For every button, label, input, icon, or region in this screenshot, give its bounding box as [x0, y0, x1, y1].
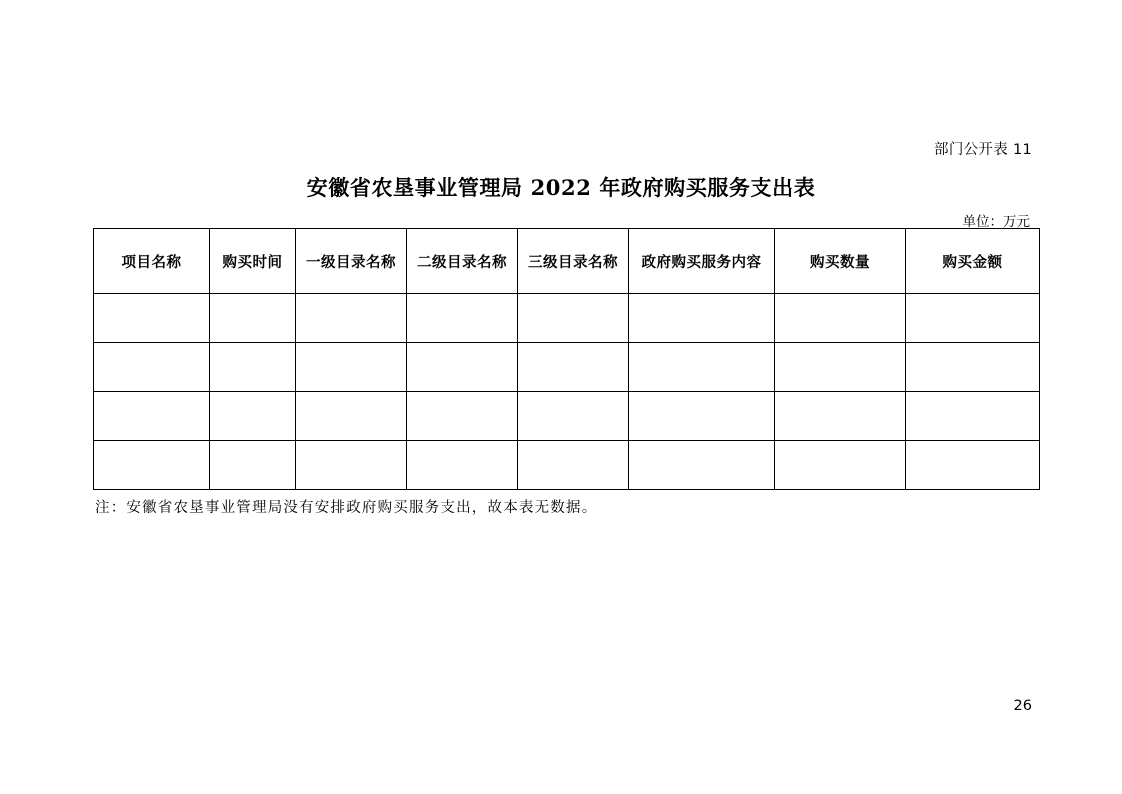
cell-service-content [629, 343, 775, 392]
table-header-row [94, 229, 1040, 294]
government-purchase-service-table [93, 228, 1040, 490]
cell-level3-catalog [518, 343, 629, 392]
cell-project-name [94, 441, 210, 490]
cell-level2-catalog [407, 441, 518, 490]
cell-service-content [629, 441, 775, 490]
cell-level2-catalog [407, 294, 518, 343]
table-note: 注：安徽省农垦事业管理局没有安排政府购买服务支出，故本表无数据。 [95, 500, 598, 516]
column-header-level2-catalog: 二级目录名称 [407, 229, 518, 294]
cell-project-name [94, 294, 210, 343]
cell-level1-catalog [296, 343, 407, 392]
page-number: 26 [1013, 698, 1032, 714]
cell-service-content [629, 392, 775, 441]
cell-level1-catalog [296, 294, 407, 343]
cell-purchase-time [210, 294, 296, 343]
table-row [94, 441, 1040, 490]
cell-service-content [629, 294, 775, 343]
cell-level2-catalog [407, 392, 518, 441]
form-tag-label: 部门公开表 11 [934, 142, 1032, 158]
cell-project-name [94, 343, 210, 392]
cell-purchase-time [210, 343, 296, 392]
cell-level1-catalog [296, 392, 407, 441]
cell-purchase-quantity [775, 294, 906, 343]
column-header-level3-catalog: 三级目录名称 [518, 229, 629, 294]
column-header-purchase-time: 购买时间 [210, 229, 296, 294]
cell-purchase-amount [906, 392, 1040, 441]
cell-purchase-amount [906, 294, 1040, 343]
column-header-level1-catalog: 一级目录名称 [296, 229, 407, 294]
cell-purchase-amount [906, 441, 1040, 490]
unit-label: 单位：万元 [962, 214, 1030, 230]
cell-level3-catalog [518, 294, 629, 343]
cell-level3-catalog [518, 392, 629, 441]
column-header-purchase-amount: 购买金额 [906, 229, 1040, 294]
cell-purchase-time [210, 392, 296, 441]
page-title: 安徽省农垦事业管理局 2022 年政府购买服务支出表 [306, 175, 816, 200]
cell-level1-catalog [296, 441, 407, 490]
cell-level2-catalog [407, 343, 518, 392]
column-header-service-content: 政府购买服务内容 [629, 229, 775, 294]
column-header-project-name: 项目名称 [94, 229, 210, 294]
cell-purchase-quantity [775, 441, 906, 490]
cell-purchase-quantity [775, 343, 906, 392]
cell-purchase-time [210, 441, 296, 490]
column-header-purchase-quantity: 购买数量 [775, 229, 906, 294]
table-row [94, 294, 1040, 343]
cell-level3-catalog [518, 441, 629, 490]
cell-purchase-quantity [775, 392, 906, 441]
table-body [94, 294, 1040, 490]
cell-project-name [94, 392, 210, 441]
table-row [94, 343, 1040, 392]
cell-purchase-amount [906, 343, 1040, 392]
table-row [94, 392, 1040, 441]
